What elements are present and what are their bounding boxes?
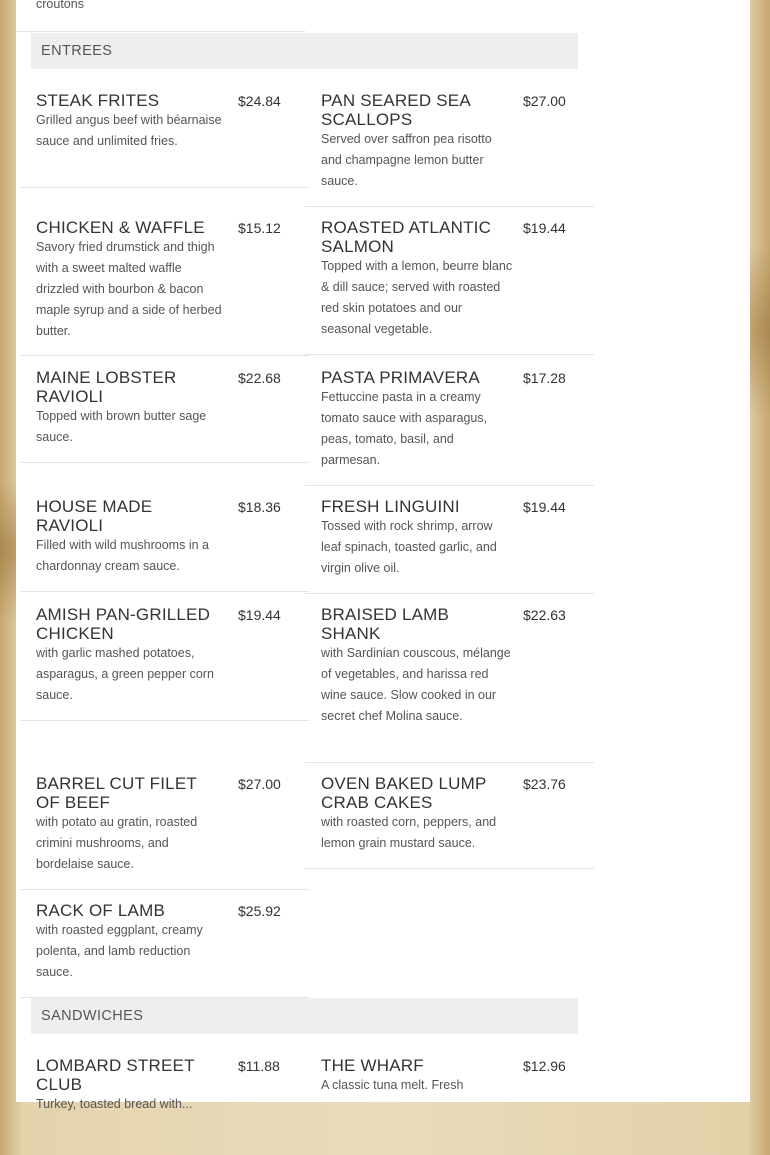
item-price: $18.36 <box>238 499 281 515</box>
item-name: CHICKEN & WAFFLE <box>36 218 205 237</box>
menu-item-braised-lamb-shank[interactable] <box>305 584 594 763</box>
item-description: Topped with a lemon, beurre blanc & dill sauce; served with roasted red skin potatoes and our seasonal vegetable. <box>321 259 513 336</box>
section-title: ENTREES <box>41 43 113 59</box>
item-price: $19.44 <box>523 499 566 515</box>
item-price: $15.12 <box>238 220 281 236</box>
menu-item-pan-seared-scallops[interactable] <box>305 70 594 207</box>
menu-item-pasta-primavera[interactable] <box>305 347 594 486</box>
menu-paper <box>16 0 750 1111</box>
item-description: with Sardinian couscous, mélange of vegetables, and harissa red wine sauce. Slow cooked in our secret chef Molina sauce. <box>321 646 511 723</box>
item-description: Filled with wild mushrooms in a chardonnay cream sauce. <box>36 538 209 573</box>
item-price: $22.63 <box>523 607 566 623</box>
item-name: AMISH PAN-GRILLED CHICKEN <box>36 605 211 643</box>
item-name: HOUSE MADE RAVIOLI <box>36 497 153 535</box>
menu-item-roasted-atlantic-salmon[interactable] <box>305 197 594 355</box>
item-description: with roasted eggplant, creamy polenta, and lamb reduction sauce. <box>36 923 203 979</box>
item-description: with roasted corn, peppers, and lemon grain mustard sauce. <box>321 815 497 850</box>
menu-item-barrel-cut-filet[interactable] <box>20 753 309 890</box>
item-name: PASTA PRIMAVERA <box>321 368 480 387</box>
section-header-entrees <box>31 33 578 69</box>
menu-item-maine-lobster-ravioli[interactable] <box>20 347 309 463</box>
item-description: Grilled angus beef with béarnaise sauce and unlimited fries. <box>36 113 222 148</box>
menu-item-the-wharf[interactable] <box>305 1035 594 1155</box>
item-price: $23.76 <box>523 776 566 792</box>
item-description: with potato au gratin, roasted crimini mushrooms, and bordelaise sauce. <box>36 815 198 871</box>
item-name: LOMBARD STREET CLUB <box>36 1056 195 1094</box>
item-name: ROASTED ATLANTIC SALMON <box>321 218 492 256</box>
item-name: RACK OF LAMB <box>36 901 165 920</box>
item-price: $27.00 <box>238 776 281 792</box>
section-header-sandwiches <box>31 998 578 1034</box>
item-price: $19.44 <box>238 607 281 623</box>
item-name: OVEN BAKED LUMP CRAB CAKES <box>321 774 487 812</box>
item-description: Turkey, toasted bread with... <box>36 1097 193 1111</box>
item-price: $22.68 <box>238 370 281 386</box>
menu-item-fresh-linguini[interactable] <box>305 476 594 594</box>
menu-item-rack-of-lamb[interactable] <box>20 880 309 998</box>
item-price: $17.28 <box>523 370 566 386</box>
menu-item-chicken-waffle[interactable] <box>20 197 309 356</box>
menu-item-house-made-ravioli[interactable] <box>20 476 309 592</box>
item-name: BARREL CUT FILET OF BEEF <box>36 774 197 812</box>
item-description: Fettuccine pasta in a creamy tomato sauce with asparagus, peas, tomato, basil, and parmesan. <box>321 390 488 467</box>
item-name: THE WHARF <box>321 1056 424 1075</box>
item-price: $11.88 <box>238 1058 280 1074</box>
item-name: BRAISED LAMB SHANK <box>321 605 450 643</box>
item-price: $27.00 <box>523 93 566 109</box>
item-description: A classic tuna melt. Fresh <box>321 1078 464 1092</box>
item-description: Served over saffron pea risotto and champagne lemon butter sauce. <box>321 132 492 188</box>
item-description: Savory fried drumstick and thigh with a sweet malted waffle drizzled with bourbon & bacon maple syrup and a side of herbed butter. <box>36 240 222 338</box>
item-description: with garlic mashed potatoes, asparagus, a green pepper corn sauce. <box>36 646 214 702</box>
item-price: $12.96 <box>523 1058 566 1074</box>
item-description: Topped with brown butter sage sauce. <box>36 409 207 444</box>
item-name: MAINE LOBSTER RAVIOLI <box>36 368 177 406</box>
section-title: SANDWICHES <box>41 1008 144 1024</box>
divider <box>16 31 305 32</box>
item-price: $24.84 <box>238 93 281 109</box>
item-name: FRESH LINGUINI <box>321 497 460 516</box>
item-name: PAN SEARED SEA SCALLOPS <box>321 91 470 129</box>
menu-item-lombard-street-club[interactable] <box>20 1035 309 1155</box>
item-price: $19.44 <box>523 220 566 236</box>
previous-item-description-tail: croutons <box>36 0 84 11</box>
item-price: $25.92 <box>238 903 281 919</box>
menu-item-amish-pan-grilled-chicken[interactable] <box>20 584 309 721</box>
item-name: STEAK FRITES <box>36 91 160 110</box>
menu-item-oven-baked-crab-cakes[interactable] <box>305 753 594 869</box>
item-description: Tossed with rock shrimp, arrow leaf spinach, toasted garlic, and virgin olive oil. <box>321 519 497 575</box>
menu-item-steak-frites[interactable] <box>20 70 309 188</box>
